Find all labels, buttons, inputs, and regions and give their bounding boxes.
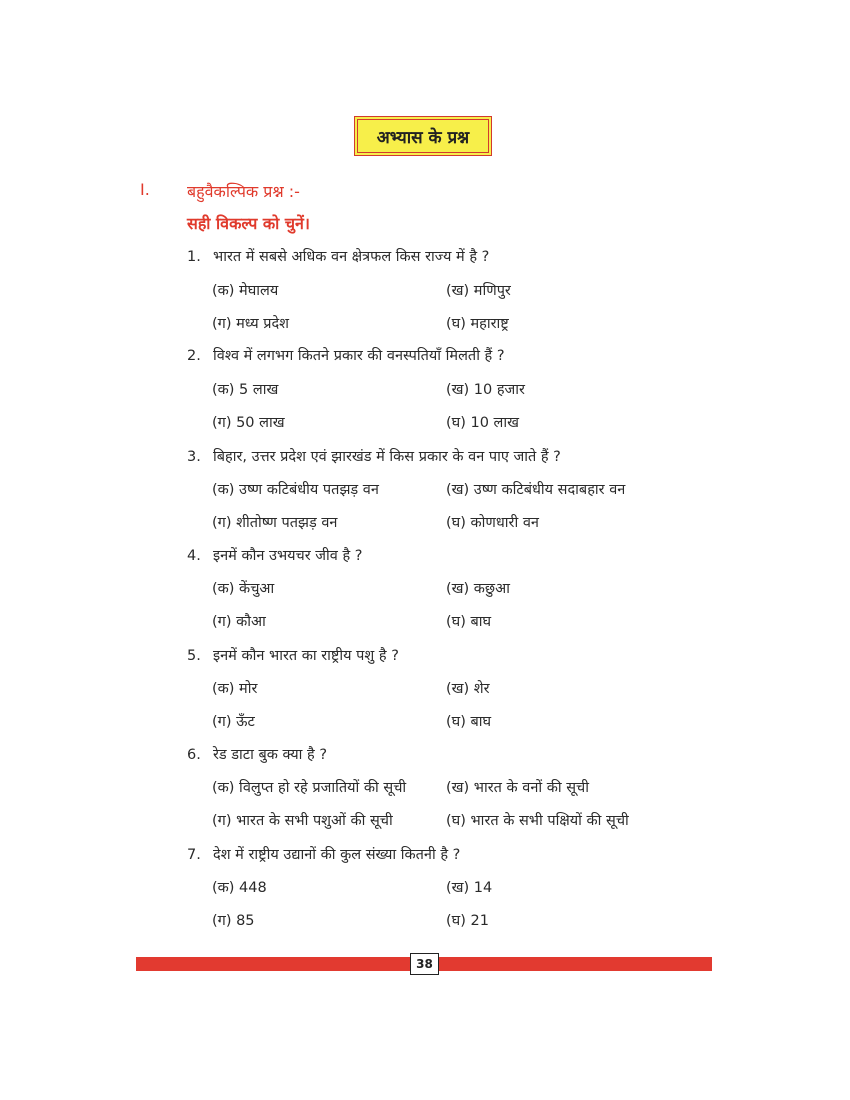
question-number: 7. [187, 847, 201, 863]
page-number-box [410, 953, 439, 975]
option-gha: (घ) भारत के सभी पक्षियों की सूची [446, 813, 629, 829]
option-ka: (क) विलुप्त हो रहे प्रजातियों की सूची [212, 780, 407, 796]
option-kha: (ख) 14 [446, 880, 493, 896]
option-ka: (क) उष्ण कटिबंधीय पतझड़ वन [212, 482, 379, 498]
option-ka: (क) 5 लाख [212, 382, 279, 398]
question-4 [187, 545, 707, 565]
question-text: बिहार, उत्तर प्रदेश एवं झारखंड में किस प्रकार के वन पाए जाते हैं ? [213, 449, 561, 465]
option-gha: (घ) 10 लाख [446, 415, 519, 431]
option-gha: (घ) बाघ [446, 614, 492, 630]
option-ga: (ग) ऊँट [212, 714, 255, 730]
question-number: 1. [187, 249, 201, 265]
option-ka: (क) मेघालय [212, 283, 279, 299]
option-kha: (ख) शेर [446, 681, 490, 697]
option-ka: (क) 448 [212, 880, 267, 896]
question-2 [187, 345, 707, 365]
question-6 [187, 744, 707, 764]
question-1 [187, 246, 707, 266]
option-ka: (क) केंचुआ [212, 581, 275, 597]
question-number: 2. [187, 348, 201, 364]
option-gha: (घ) कोणधारी वन [446, 515, 539, 531]
page-number: 38 [416, 957, 433, 971]
option-ga: (ग) मध्य प्रदेश [212, 316, 290, 332]
page-title: अभ्यास के प्रश्न [376, 127, 470, 148]
question-text: देश में राष्ट्रीय उद्यानों की कुल संख्या कितनी है ? [213, 847, 461, 863]
exercise-title-box [357, 119, 489, 153]
option-kha: (ख) 10 हजार [446, 382, 525, 398]
question-text: भारत में सबसे अधिक वन क्षेत्रफल किस राज्य में है ? [213, 249, 490, 265]
option-ga: (ग) 50 लाख [212, 415, 285, 431]
question-7 [187, 844, 707, 864]
question-number: 6. [187, 747, 201, 763]
option-kha: (ख) कछुआ [446, 581, 510, 597]
option-ga: (ग) भारत के सभी पशुओं की सूची [212, 813, 393, 829]
section-title: बहुवैकल्पिक प्रश्न :- [187, 182, 300, 201]
section-instruction: सही विकल्प को चुनें। [187, 214, 310, 233]
question-text: इनमें कौन उभयचर जीव है ? [213, 548, 363, 564]
question-text: इनमें कौन भारत का राष्ट्रीय पशु है ? [213, 648, 399, 664]
question-number: 5. [187, 648, 201, 664]
option-gha: (घ) 21 [446, 913, 489, 929]
option-kha: (ख) मणिपुर [446, 283, 511, 299]
option-gha: (घ) बाघ [446, 714, 492, 730]
question-3 [187, 446, 707, 466]
question-number: 3. [187, 449, 201, 465]
option-kha: (ख) भारत के वनों की सूची [446, 780, 590, 796]
question-number: 4. [187, 548, 201, 564]
option-ga: (ग) कौआ [212, 614, 266, 630]
question-5 [187, 645, 707, 665]
question-text: विश्व में लगभग कितने प्रकार की वनस्पतियाँ मिलती हैं ? [213, 348, 505, 364]
option-ga: (ग) 85 [212, 913, 255, 929]
option-ga: (ग) शीतोष्ण पतझड़ वन [212, 515, 338, 531]
option-gha: (घ) महाराष्ट्र [446, 316, 509, 332]
option-ka: (क) मोर [212, 681, 258, 697]
question-text: रेड डाटा बुक क्या है ? [213, 747, 328, 763]
section-number: I. [140, 180, 150, 199]
option-kha: (ख) उष्ण कटिबंधीय सदाबहार वन [446, 482, 626, 498]
